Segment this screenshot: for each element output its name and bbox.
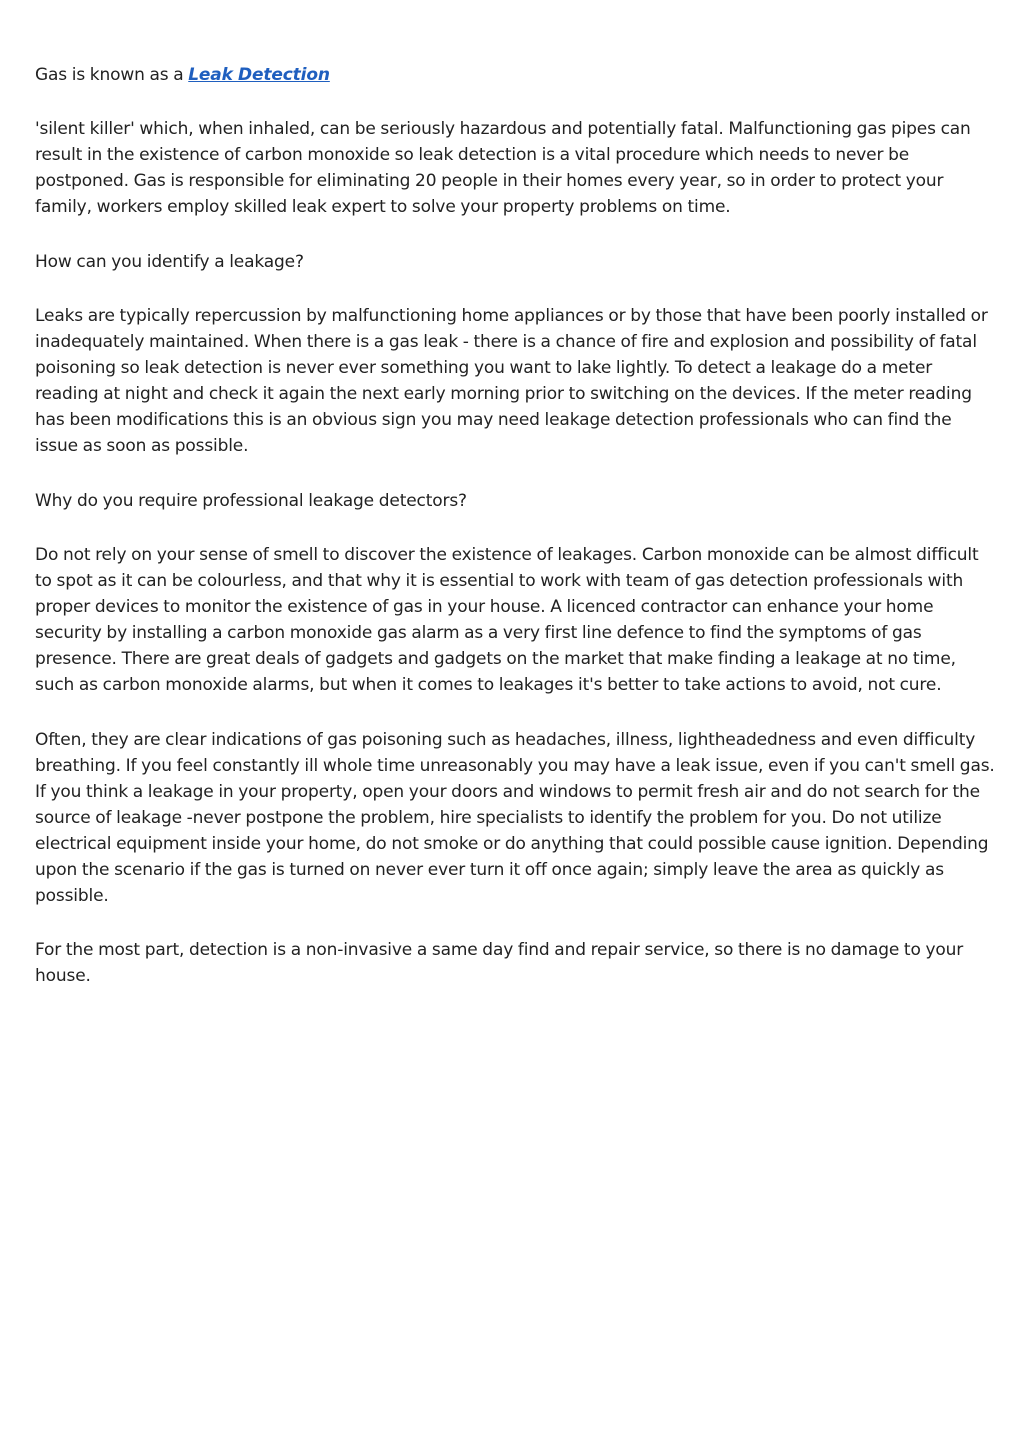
paragraph-leak-causes: Leaks are typically repercussion by malfunctioning home appliances or by those that have been poorly installed or inadequately maintained. When there is a gas leak - there is a chance of fire and explosion and possibility of fatal poisoning so leak detection is never ever something you want to lake lightly. To detect a leakage do a meter reading at night and check it again the next early morning prior to switching on the devices. If the meter reading has been modifications this is an obvious sign you may need leakage detection professionals who can find the issue as soon as possible. xyxy=(35,306,988,456)
leak-detection-link[interactable]: Leak Detection xyxy=(188,65,330,85)
paragraph-poisoning-signs: Often, they are clear indications of gas poisoning such as headaches, illness, lightheadedness and even difficulty breathing. If you feel constantly ill whole time unreasonably you may have a leak issue, even if you can't smell gas. If you think a leakage in your property, open your doors and windows to permit fresh air and do not search for the source of leakage -never postpone the problem, hire specialists to identify the problem for you. Do not utilize electrical equipment inside your home, do not smoke or do anything that could possible cause ignition. Depending upon the scenario if the gas is turned on never ever turn it off once again; simply leave the area as quickly as possible. xyxy=(35,729,995,906)
paragraph-detection-service: For the most part, detection is a non-invasive a same day find and repair service, so there is no damage to your house. xyxy=(35,940,964,986)
document-page xyxy=(35,62,995,1018)
paragraph-silent-killer: 'silent killer' which, when inhaled, can be seriously hazardous and potentially fatal. Malfunctioning gas pipes can result in the existence of carbon monoxide so leak detection is a vital procedure which needs to never be postponed. Gas is responsible for eliminating 20 people in their homes every year, so in order to protect your family, workers employ skilled leak expert to solve your property problems on time. xyxy=(35,119,971,217)
paragraph-sense-of-smell: Do not rely on your sense of smell to discover the existence of leakages. Carbon monoxide can be almost difficult to spot as it can be colourless, and that why it is essential to work with team of gas detection professionals with proper devices to monitor the existence of gas in your house. A licenced contractor can enhance your home security by installing a carbon monoxide gas alarm as a very first line defence to find the symptoms of gas presence. There are great deals of gadgets and gadgets on the market that make finding a leakage at no time, such as carbon monoxide alarms, but when it comes to leakages it's better to take actions to avoid, not cure. xyxy=(35,545,979,695)
question-identify-leakage: How can you identify a leakage? xyxy=(35,251,304,272)
intro-text: Gas is known as a xyxy=(35,65,189,85)
question-professional-detectors: Why do you require professional leakage detectors? xyxy=(35,490,467,511)
intro-paragraph xyxy=(35,62,995,88)
